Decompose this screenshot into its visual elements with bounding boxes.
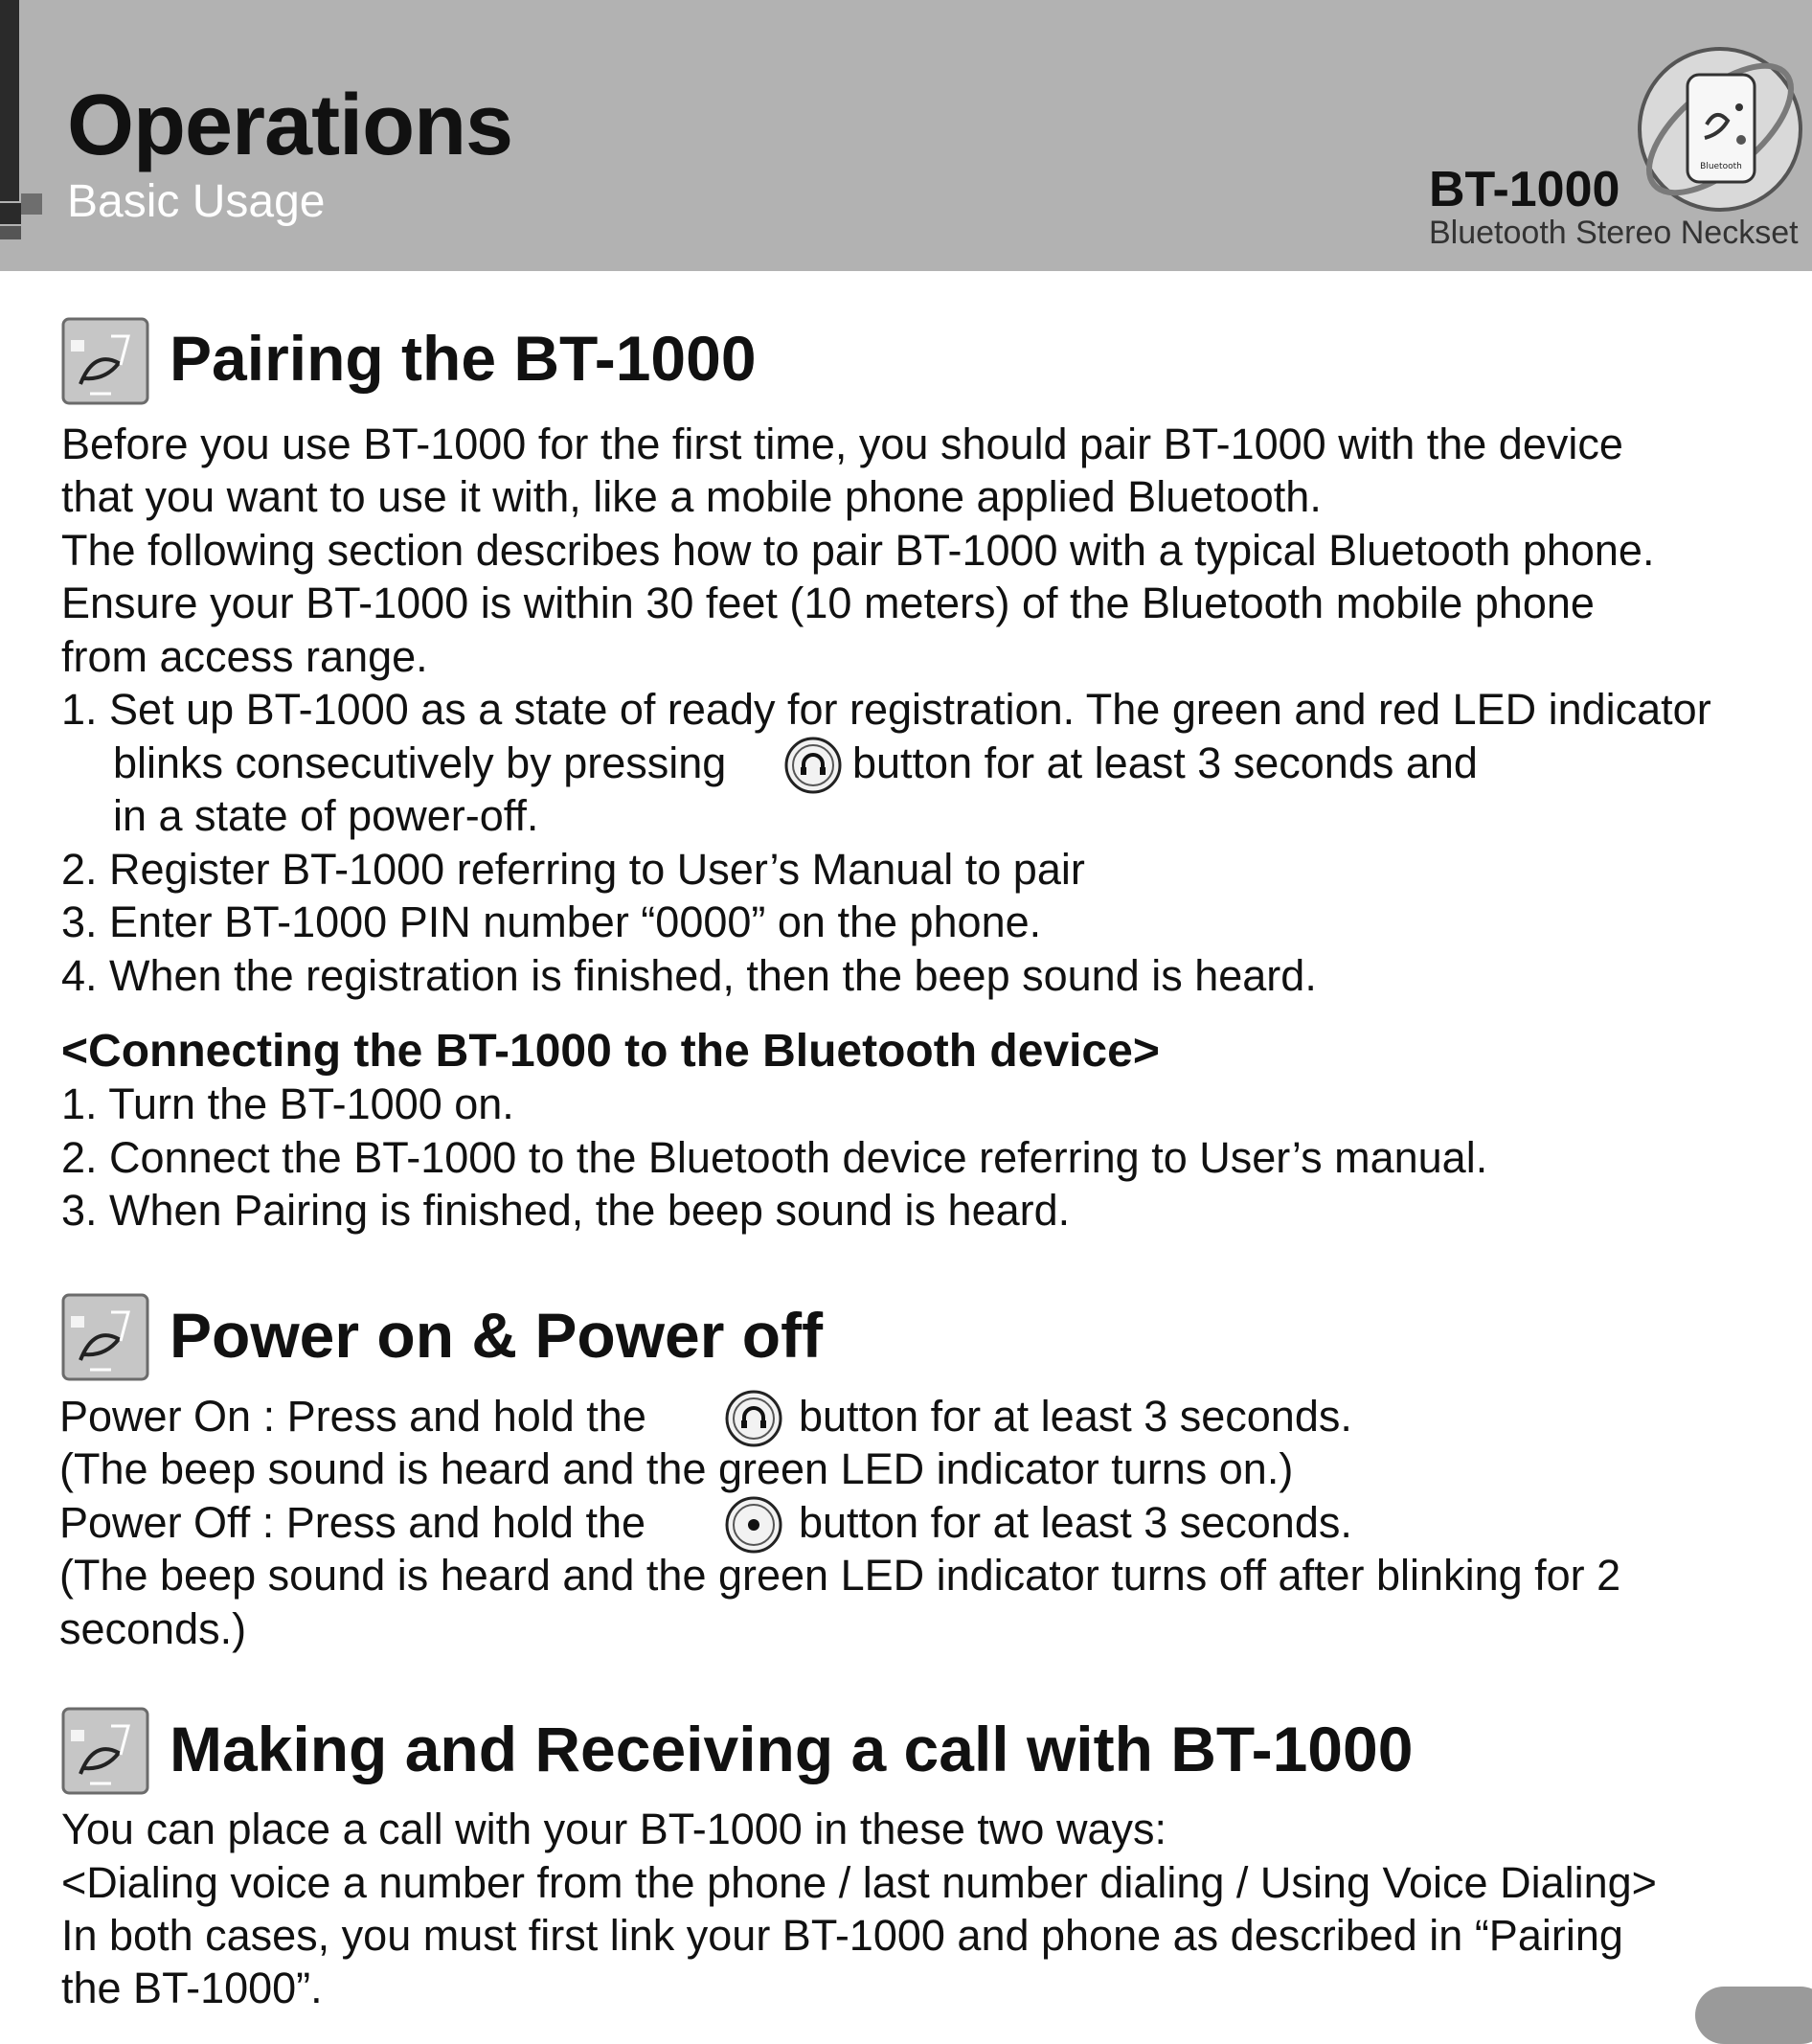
bluetooth-section-icon [61,317,149,405]
power-on-instruction: Power On : Press and hold the [59,1392,646,1441]
power-on-instruction: button for at least 3 seconds. [799,1392,1352,1441]
list-item: 3. Enter BT-1000 PIN number “0000” on the phone. [61,897,1042,946]
paragraph-line: <Dialing voice a number from the phone / last number dialing / Using Voice Dialing> [61,1858,1657,1907]
section-heading-pairing: Pairing the BT-1000 [170,323,757,394]
power-off-note: (The beep sound is heard and the green LED indicator turns off after blinking for 2 [59,1551,1621,1600]
headset-button-icon [724,1389,783,1448]
badge-label: Bluetooth [1700,162,1742,171]
page-title: Operations [67,78,513,173]
power-off-note: seconds.) [59,1604,247,1653]
list-item: 1. Set up BT-1000 as a state of ready for registration. The green and red LED indicator [61,685,1711,734]
paragraph-line: The following section describes how to pair BT-1000 with a typical Bluetooth phone. [61,526,1655,575]
list-item: blinks consecutively by pressing [113,738,727,787]
paragraph-line: the BT-1000”. [61,1964,323,2012]
paragraph-line: In both cases, you must first link your BT-1000 and phone as described in “Pairing [61,1911,1623,1960]
header-accent-bar [0,0,19,201]
section-heading-calls: Making and Receiving a call with BT-1000 [170,1714,1414,1784]
power-off-instruction: button for at least 3 seconds. [799,1498,1352,1547]
model-description: Bluetooth Stereo Neckset [1429,215,1799,251]
dot-button-icon [724,1495,783,1555]
power-off-instruction: Power Off : Press and hold the [59,1498,646,1547]
bluetooth-section-icon [61,1293,149,1381]
paragraph-line: Ensure your BT-1000 is within 30 feet (10 meters) of the Bluetooth mobile phone [61,579,1595,627]
section-heading-power: Power on & Power off [170,1300,824,1371]
list-item: in a state of power-off. [113,791,539,840]
list-item: 4. When the registration is finished, then the beep sound is heard. [61,951,1317,1000]
product-badge-icon [1628,40,1812,218]
header-accent-square [0,203,21,224]
list-item: 1. Turn the BT-1000 on. [61,1079,514,1128]
paragraph-line: You can place a call with your BT-1000 in these two ways: [61,1805,1166,1853]
page-subtitle: Basic Usage [67,176,326,227]
list-item: 2. Register BT-1000 referring to User’s Manual to pair [61,845,1085,894]
header-accent-square [21,193,42,215]
page-corner-tab [1695,1987,1812,2044]
bluetooth-section-icon [61,1707,149,1795]
header-accent-square [0,226,21,239]
paragraph-line: from access range. [61,632,428,681]
list-item: 3. When Pairing is finished, the beep sound is heard. [61,1186,1071,1235]
paragraph-line: Before you use BT-1000 for the first time, you should pair BT-1000 with the device [61,420,1623,468]
power-on-note: (The beep sound is heard and the green LED indicator turns on.) [59,1444,1294,1493]
headset-button-icon [783,736,843,795]
model-name: BT-1000 [1429,162,1620,217]
list-item: button for at least 3 seconds and [852,738,1478,787]
paragraph-line: that you want to use it with, like a mobile phone applied Bluetooth. [61,472,1322,521]
page-header [0,0,1812,271]
list-item: 2. Connect the BT-1000 to the Bluetooth device referring to User’s manual. [61,1133,1488,1182]
subsection-heading-connecting: <Connecting the BT-1000 to the Bluetooth device> [61,1026,1160,1077]
